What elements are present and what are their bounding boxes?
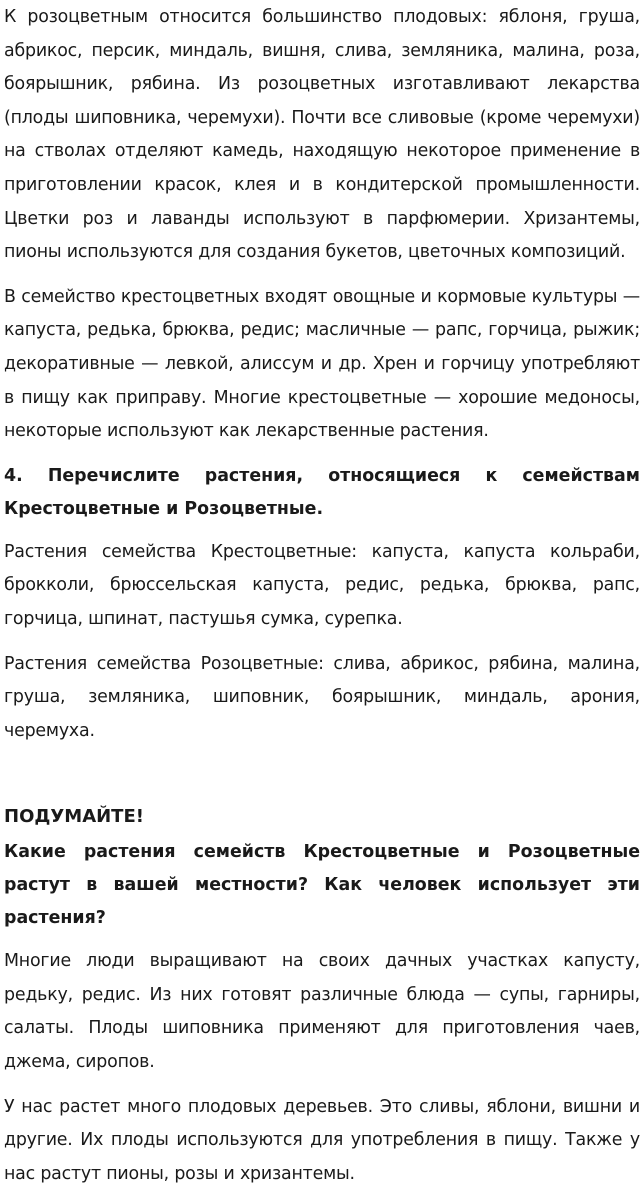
paragraph-rosaceae: К розоцветным относится большинство плодовых: яблоня, груша, абрикос, персик, миндаль, вишня, слива, земляника, малина, роза, боярышник, рябина. Из розоцветных изготавливают лекарства (плоды шиповника, черемухи). Почти все сливовые (кроме черемухи) на стволах отделяют камедь, находящую некоторое применение в приготовлении красок, клея и в кондитерской промышленности. Цветки роз и лаванды используют в парфюмерии. Хризантемы, пионы используются для создания букетов, цветочных композиций. [4, 7, 640, 263]
answer-rosaceae: Растения семейства Розоцветные: слива, абрикос, рябина, малина, груша, земляника, шиповник, боярышник, миндаль, арония, черемуха. [4, 653, 640, 741]
answer-cruciferae: Растения семейства Крестоцветные: капуста, капуста кольраби, брокколи, брюссельская капуста, редис, редька, брюква, рапс, горчица, шпинат, пастушья сумка, сурепка. [4, 541, 640, 629]
think-answer-2: У нас растет много плодовых деревьев. Это сливы, яблони, вишни и другие. Их плоды используются для употребления в пищу. Также у нас растут пионы, розы и хризантемы. [4, 1096, 640, 1184]
think-heading: ПОДУМАЙТЕ! [4, 806, 144, 828]
think-question: Какие растения семейств Крестоцветные и Розоцветные растут в вашей местности? Как человек использует эти растения? [4, 842, 640, 929]
question-4-title: 4. Перечислите растения, относящиеся к семействам Крестоцветные и Розоцветные. [4, 465, 640, 519]
paragraph-cruciferae: В семейство крестоцветных входят овощные и кормовые культуры — капуста, редька, брюква, редис; масличные — рапс, горчица, рыжик; декоративные — левкой, алиссум и др. Хрен и горчицу употребляют в пищу как приправу. Многие крестоцветные — хорошие медоносы, некоторые используют как лекарственные растения. [4, 286, 640, 442]
document-page [0, 1, 644, 1191]
think-answer-1: Многие люди выращивают на своих дачных участках капусту, редьку, редис. Из них готовят различные блюда — супы, гарниры, салаты. Плоды шиповника применяют для приготовления чаев, джема, сиропов. [4, 951, 640, 1073]
